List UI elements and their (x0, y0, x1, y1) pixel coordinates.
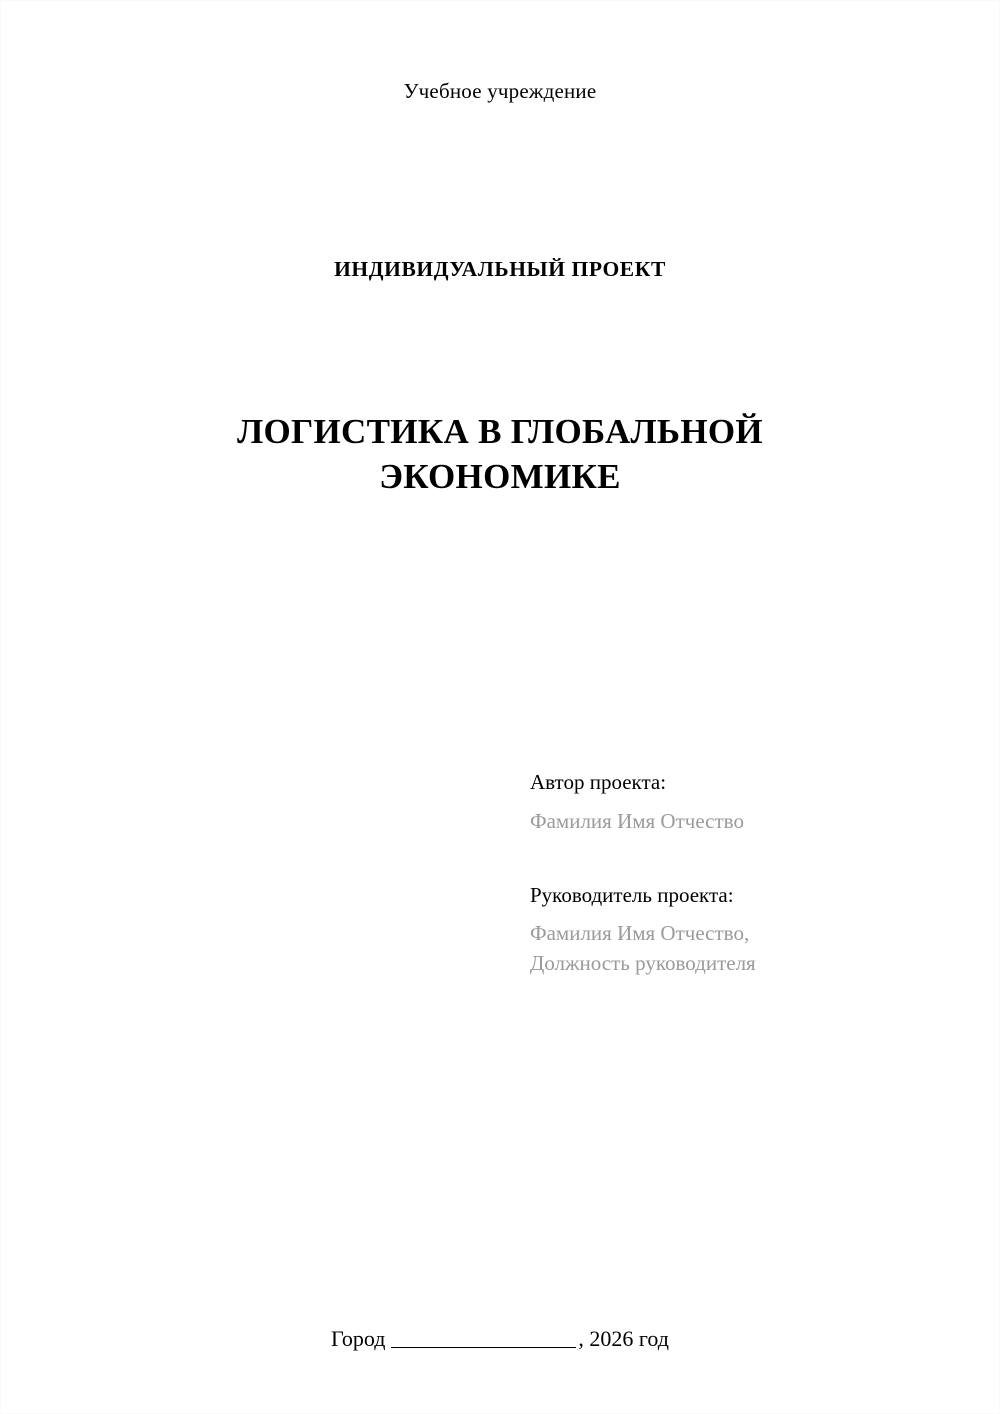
page-title-line-1: ЛОГИСТИКА В ГЛОБАЛЬНОЙ (237, 412, 763, 452)
author-value: Фамилия Имя Отчество (530, 808, 744, 833)
supervisor-value (530, 919, 882, 979)
document-type: ИНДИВИДУАЛЬНЫЙ ПРОЕКТ (334, 257, 666, 282)
author-label: Автор проекта: (530, 769, 667, 794)
page-title (118, 410, 882, 500)
city-label: Город (331, 1326, 386, 1351)
supervisor-value-line-2: Должность руководителя (530, 951, 756, 976)
supervisor-block (530, 881, 882, 979)
footer-city-year (0, 1326, 1000, 1352)
year-suffix: , 2026 год (578, 1326, 669, 1351)
credits-block (530, 768, 882, 979)
author-block (530, 768, 882, 837)
institution-name: Учебное учреждение (403, 79, 597, 103)
page-title-line-2: ЭКОНОМИКЕ (379, 457, 621, 497)
city-blank-line (391, 1347, 576, 1348)
supervisor-value-line-1: Фамилия Имя Отчество, (530, 921, 750, 946)
supervisor-label: Руководитель проекта: (530, 882, 734, 907)
